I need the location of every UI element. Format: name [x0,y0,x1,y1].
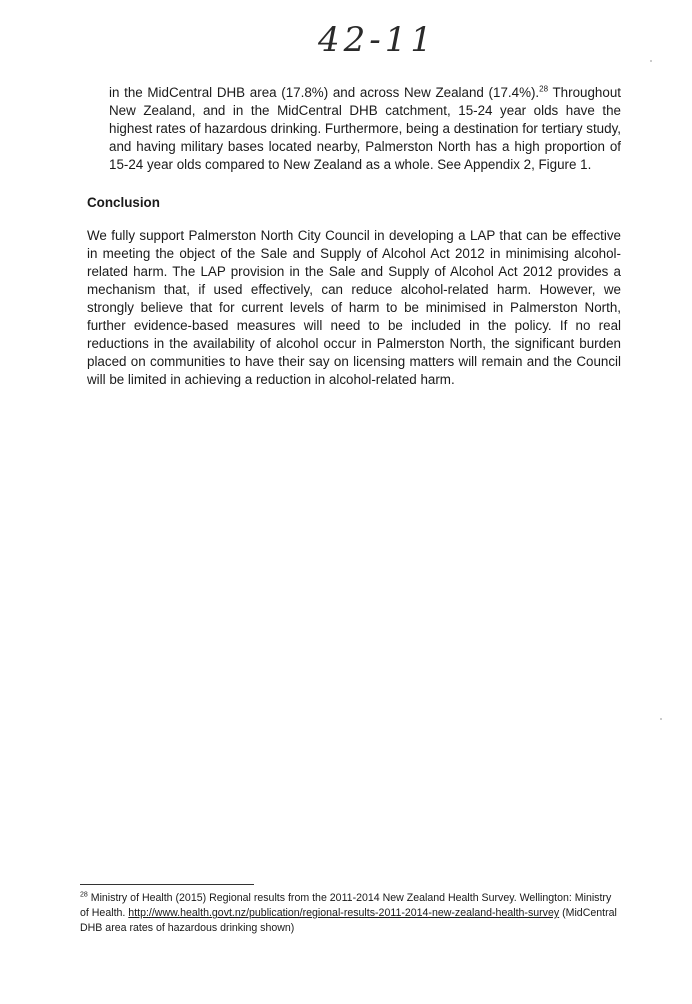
conclusion-heading: Conclusion [87,195,160,210]
handwritten-page-number: 42-11 [318,20,437,60]
intro-paragraph-text: in the MidCentral DHB area (17.8%) and across New Zealand (17.4%). [109,85,540,100]
footnote-text: Ministry of Health (2015) Regional results from the 2011-2014 New Zealand Health Survey. Wellington: Ministry of Health. [80,892,612,919]
footnote-link[interactable]: http://www.health.govt.nz/publication/regional-results-2011-2014-new-zealand-health-survey [128,907,560,919]
intro-paragraph-text-continued: Throughout New Zealand, and in the MidCentral DHB catchment, 15-24 year olds have the highest rates of hazardous drinking. Furthermore, being a destination for tertiary study, and having military bases located nearby, Palmerston North has a high proportion of 15-24 year olds compared to New Zealand as a whole. See Appendix 2, Figure 1. [109,85,621,172]
scan-speck [660,718,662,720]
intro-paragraph [109,84,621,174]
footnote-number: 28 [80,891,88,899]
scan-speck [650,60,652,62]
footnote-reference[interactable]: 28 [539,84,549,94]
conclusion-paragraph: We fully support Palmerston North City Council in developing a LAP that can be effective in meeting the object of the Sale and Supply of Alcohol Act 2012 in minimising alcohol-related harm. The LAP provision in the Sale and Supply of Alcohol Act 2012 provides a mechanism that, if used effectively, can reduce alcohol-related harm. However, we strongly believe that for current levels of harm to be minimised in Palmerston North, further evidence-based measures will need to be included in the policy. If no real reductions in the availability of alcohol occur in Palmerston North, the significant burden placed on communities to have their say on licensing matters will remain and the Council will be limited in achieving a reduction in alcohol-related harm. [87,228,621,387]
footnote [80,891,620,936]
footnote-text-continued: (MidCentral DHB area rates of hazardous drinking shown) [80,907,617,934]
footnote-divider [80,884,254,885]
